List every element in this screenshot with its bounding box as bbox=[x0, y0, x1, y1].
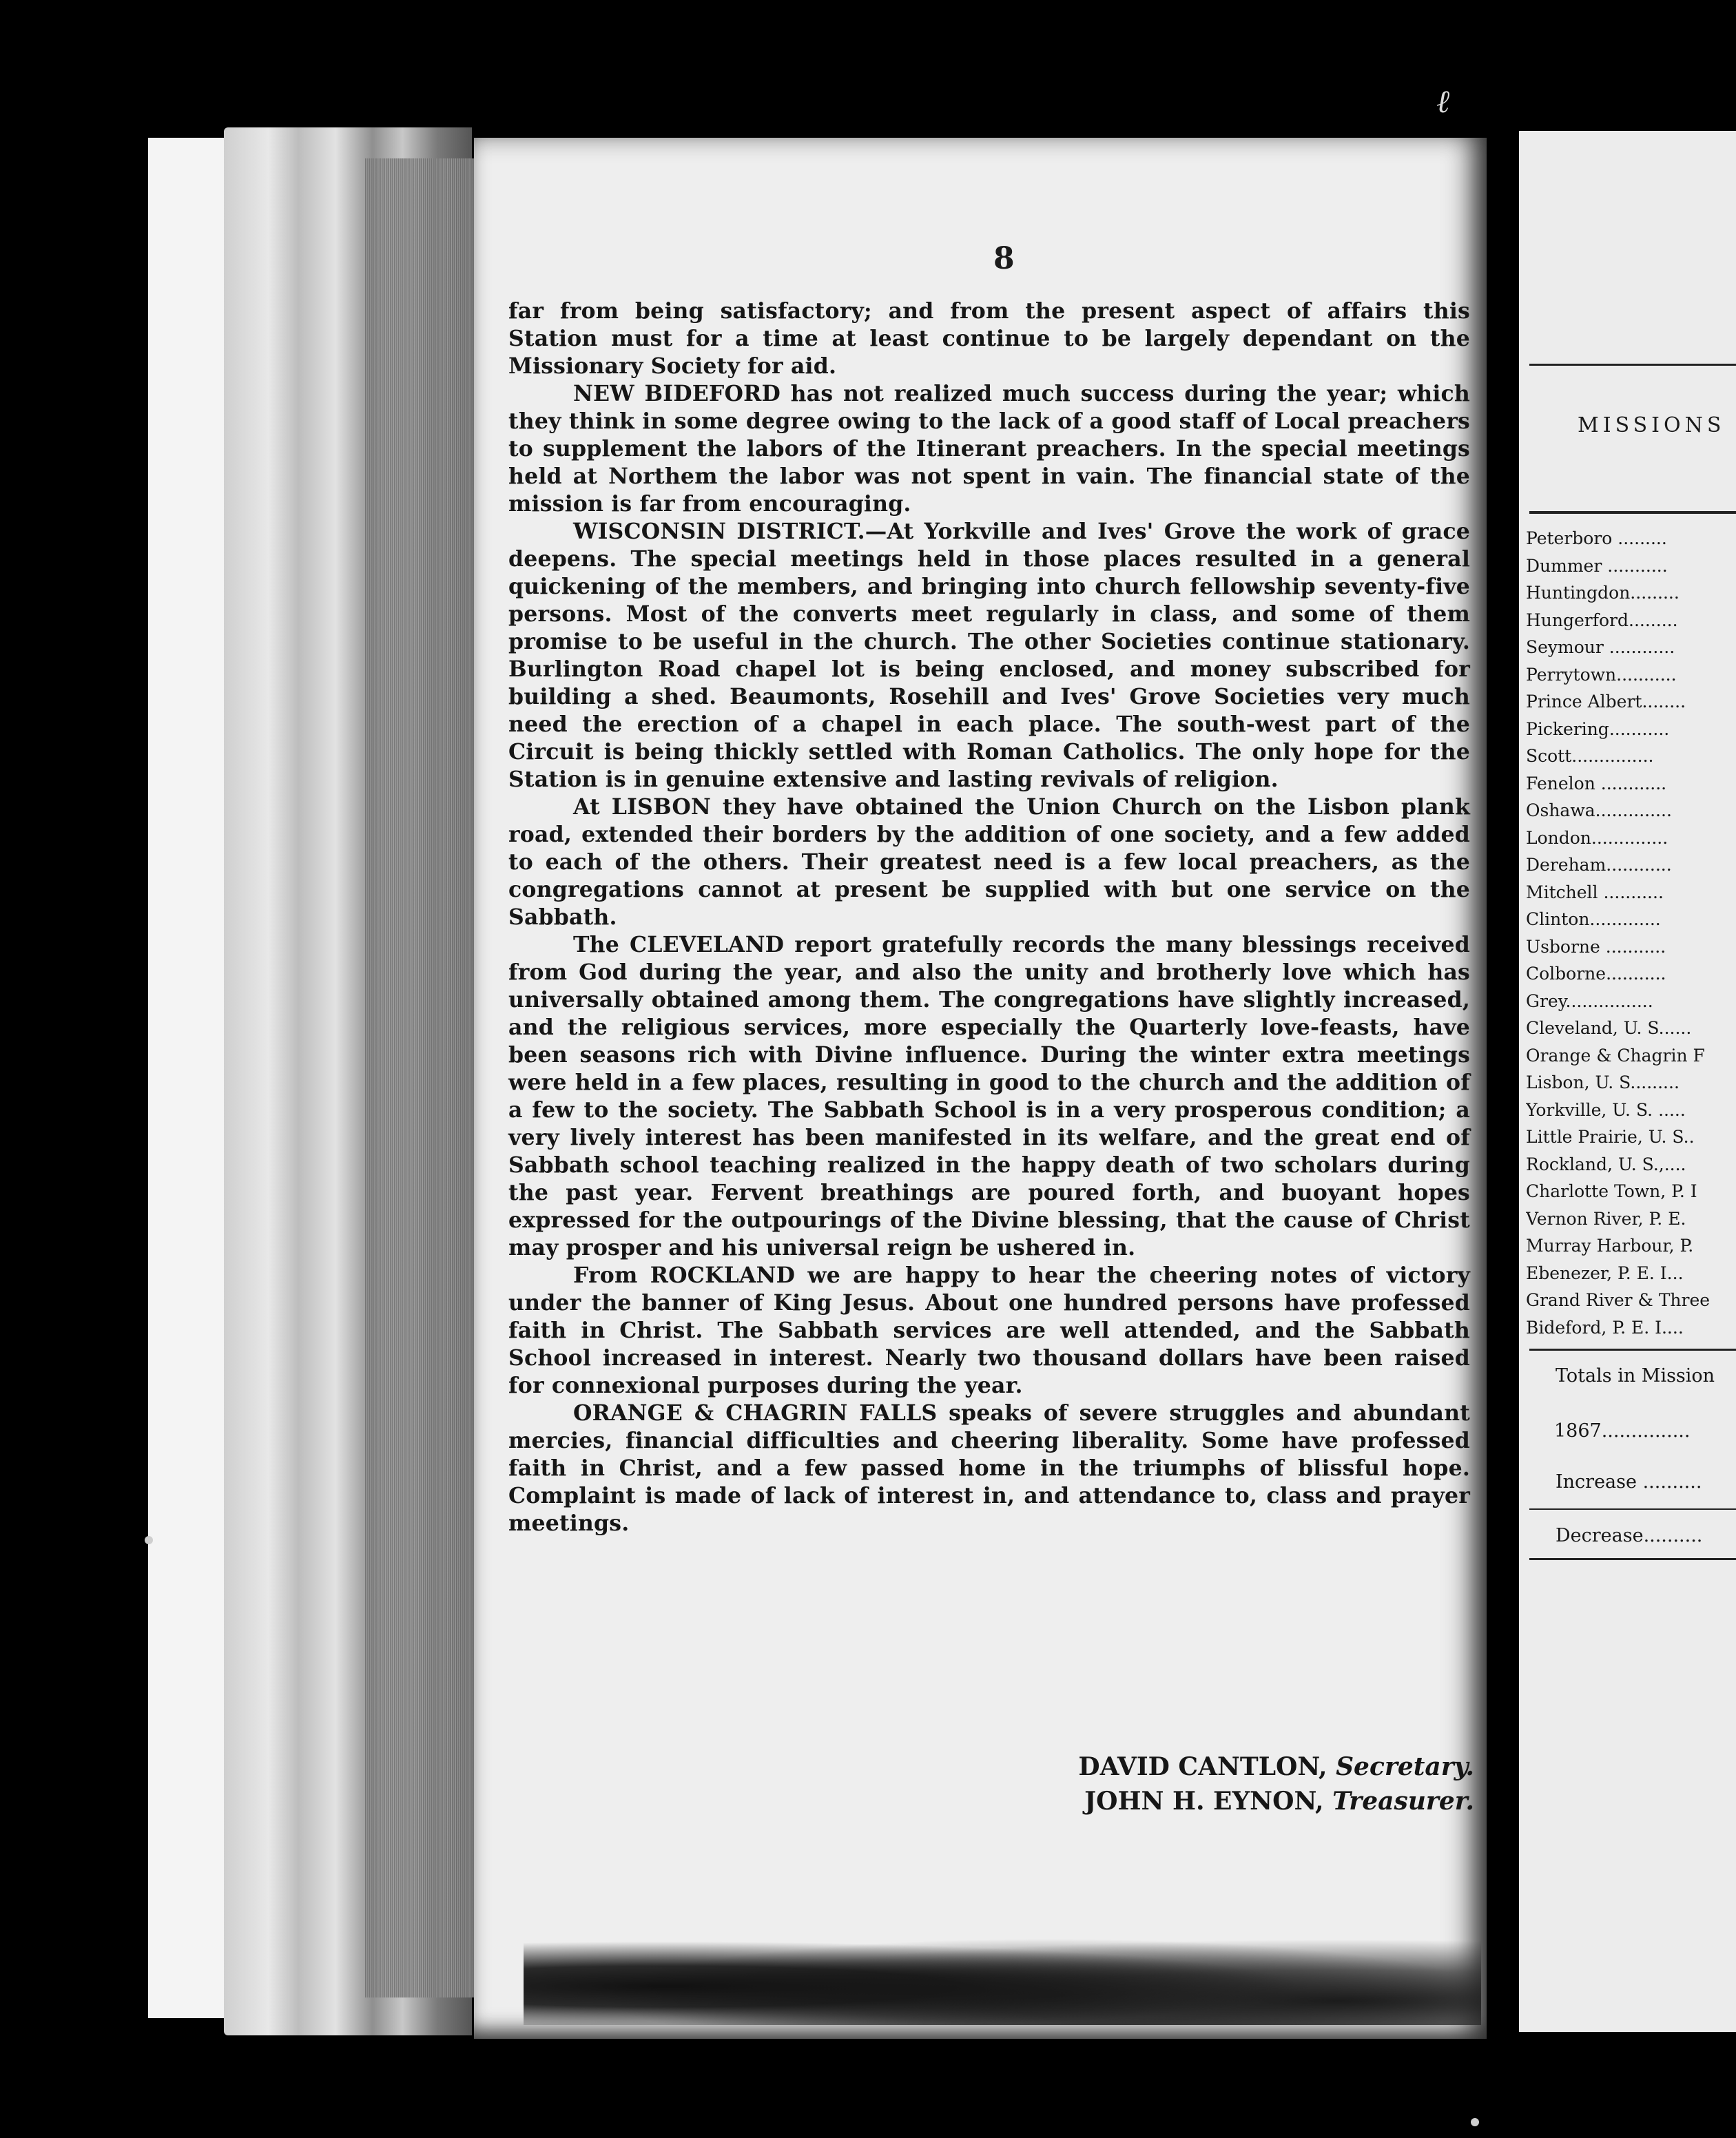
list-item: Lisbon, U. S......... bbox=[1526, 1072, 1680, 1092]
list-item: Pickering........... bbox=[1526, 718, 1670, 739]
signature-treasurer bbox=[1020, 1784, 1474, 1818]
signature-secretary bbox=[1020, 1750, 1474, 1784]
year-label: 1867............... bbox=[1554, 1420, 1691, 1442]
secretary-name: DAVID CANTLON, bbox=[1078, 1752, 1327, 1781]
body-text bbox=[508, 298, 1470, 1537]
right-page-rule-table bbox=[1529, 511, 1736, 514]
list-item: Ebenezer, P. E. I... bbox=[1526, 1263, 1684, 1283]
paragraph-wisconsin-district: WISCONSIN DISTRICT.—At Yorkville and Ives' Grove the work of grace deepens. The special meetings held in those places resulted in a general quickening of the members, and bringing into church fellowship seventy-five persons. Most of the converts meet regularly in class, and some of them promise to be useful in the church. The other Societies continue stationary. Burlington Road chapel lot is being enclosed, and money subscribed for building a shed. Beaumonts, Rosehill and Ives' Grove Societies very much need the erection of a chapel in each place. The south-west part of the Circuit is being thickly settled with Roman Catholics. The only hope for the Station is in genuine extensive and lasting revivals of religion. bbox=[508, 519, 1470, 792]
paragraph-cleveland: The CLEVELAND report gratefully records the many blessings received from God during the year, and also the unity and brotherly love which has universally obtained among them. The congregations have slightly increased, and the religious services, more especially the Quarterly love-feasts, have been seasons rich with Divine influence. During the winter extra meetings were held in a few places, resulting in good to the church and the addition of a few to the society. The Sabbath School is in a very prosperous condition; a very lively interest has been manifested in its welfare, and the great end of Sabbath school teaching realized in the happy death of two scholars during the past year. Fervent breathings are poured forth, and buoyant hopes expressed for the outpourings of the Divine blessing, that the cause of Christ may prosper and his universal reign be ushered in. bbox=[508, 932, 1470, 1260]
list-item: Grand River & Three bbox=[1526, 1290, 1711, 1310]
scan-speck bbox=[145, 1536, 153, 1544]
list-item: Prince Albert........ bbox=[1526, 692, 1686, 712]
list-item: Grey................ bbox=[1526, 990, 1653, 1011]
mission-station-list bbox=[1526, 525, 1736, 1341]
list-item: Dereham............ bbox=[1526, 855, 1672, 875]
list-item: Charlotte Town, P. I bbox=[1526, 1181, 1697, 1201]
signatures bbox=[1020, 1750, 1474, 1818]
list-item: Yorkville, U. S. ..... bbox=[1526, 1099, 1686, 1120]
paragraph-1: far from being satisfactory; and from the present aspect of affairs this Station must for a time at least continue to be largely dependant on the Missionary Society for aid. bbox=[508, 298, 1470, 379]
list-item: Vernon River, P. E. bbox=[1526, 1208, 1686, 1229]
list-item: Dummer ........... bbox=[1526, 555, 1668, 576]
secretary-role: Secretary. bbox=[1336, 1752, 1474, 1781]
list-item: Orange & Chagrin F bbox=[1526, 1045, 1705, 1066]
paragraph-rockland: From ROCKLAND we are happy to hear the cheering notes of victory under the banner of King Jesus. About one hundred persons have professed faith in Christ. The Sabbath services are well attended, and the Sabbath School increased in interest. Nearly two thousand dollars have been raised for connexional purposes during the year. bbox=[508, 1263, 1470, 1398]
right-page-rule-increase bbox=[1529, 1508, 1736, 1510]
list-item: Seymour ............ bbox=[1526, 637, 1675, 657]
right-page-rule-totals bbox=[1529, 1349, 1736, 1351]
list-item: Huntingdon......... bbox=[1526, 583, 1680, 603]
decrease-label: Decrease.......... bbox=[1556, 1525, 1703, 1546]
list-item: Usborne ........... bbox=[1526, 936, 1666, 957]
scan-mark: ℓ bbox=[1436, 83, 1450, 120]
page-edges bbox=[365, 158, 475, 1997]
page-number: 8 bbox=[993, 241, 1015, 276]
scan-speck bbox=[1471, 2118, 1479, 2126]
list-item: Fenelon ............ bbox=[1526, 773, 1667, 793]
list-item: Murray Harbour, P. bbox=[1526, 1236, 1694, 1256]
list-item: Peterboro ......... bbox=[1526, 528, 1667, 548]
list-item: Bideford, P. E. I.... bbox=[1526, 1317, 1684, 1338]
totals-label: Totals in Mission bbox=[1556, 1365, 1715, 1387]
paragraph-lisbon: At LISBON they have obtained the Union Church on the Lisbon plank road, extended their borders by the addition of one society, and a few added to each of the others. Their greatest need is a few local preachers, as the congregations cannot at present be supplied with but one service on the Sabbath. bbox=[508, 794, 1470, 930]
list-item: Clinton............. bbox=[1526, 909, 1661, 929]
right-page-rule-bottom bbox=[1529, 1558, 1736, 1560]
list-item: Colborne........... bbox=[1526, 964, 1666, 984]
list-item: Hungerford......... bbox=[1526, 610, 1678, 630]
ink-stain bbox=[524, 1929, 1481, 2025]
list-item: Rockland, U. S.,.... bbox=[1526, 1154, 1686, 1174]
treasurer-name: JOHN H. EYNON, bbox=[1084, 1787, 1324, 1816]
list-item: Oshawa.............. bbox=[1526, 800, 1672, 820]
list-item: Perrytown........... bbox=[1526, 664, 1677, 685]
book-gutter bbox=[1488, 117, 1519, 2046]
paragraph-orange-chagrin: ORANGE & CHAGRIN FALLS speaks of severe struggles and abundant mercies, financial difficulties and cheering liberality. Some have professed faith in Christ, and a few passed home in the triumphs of blissful hope. Complaint is made of lack of interest in, and attendance to, class and prayer meetings. bbox=[508, 1400, 1470, 1536]
increase-label: Increase .......... bbox=[1556, 1471, 1702, 1493]
missions-heading: MISSIONS bbox=[1578, 413, 1726, 437]
right-page-rule-top bbox=[1529, 364, 1736, 366]
list-item: Cleveland, U. S...... bbox=[1526, 1018, 1692, 1038]
list-item: Scott............... bbox=[1526, 746, 1654, 766]
list-item: Mitchell ........... bbox=[1526, 882, 1664, 902]
list-item: London.............. bbox=[1526, 827, 1668, 848]
list-item: Little Prairie, U. S.. bbox=[1526, 1127, 1695, 1147]
scanner-white-border bbox=[148, 138, 224, 2018]
treasurer-role: Treasurer. bbox=[1332, 1787, 1474, 1816]
paragraph-new-bideford: NEW BIDEFORD has not realized much success during the year; which they think in some degree owing to the lack of a good staff of Local preachers to supplement the labors of the Itinerant preachers. In the special meetings held at Northem the labor was not spent in vain. The financial state of the mission is far from encouraging. bbox=[508, 381, 1470, 517]
